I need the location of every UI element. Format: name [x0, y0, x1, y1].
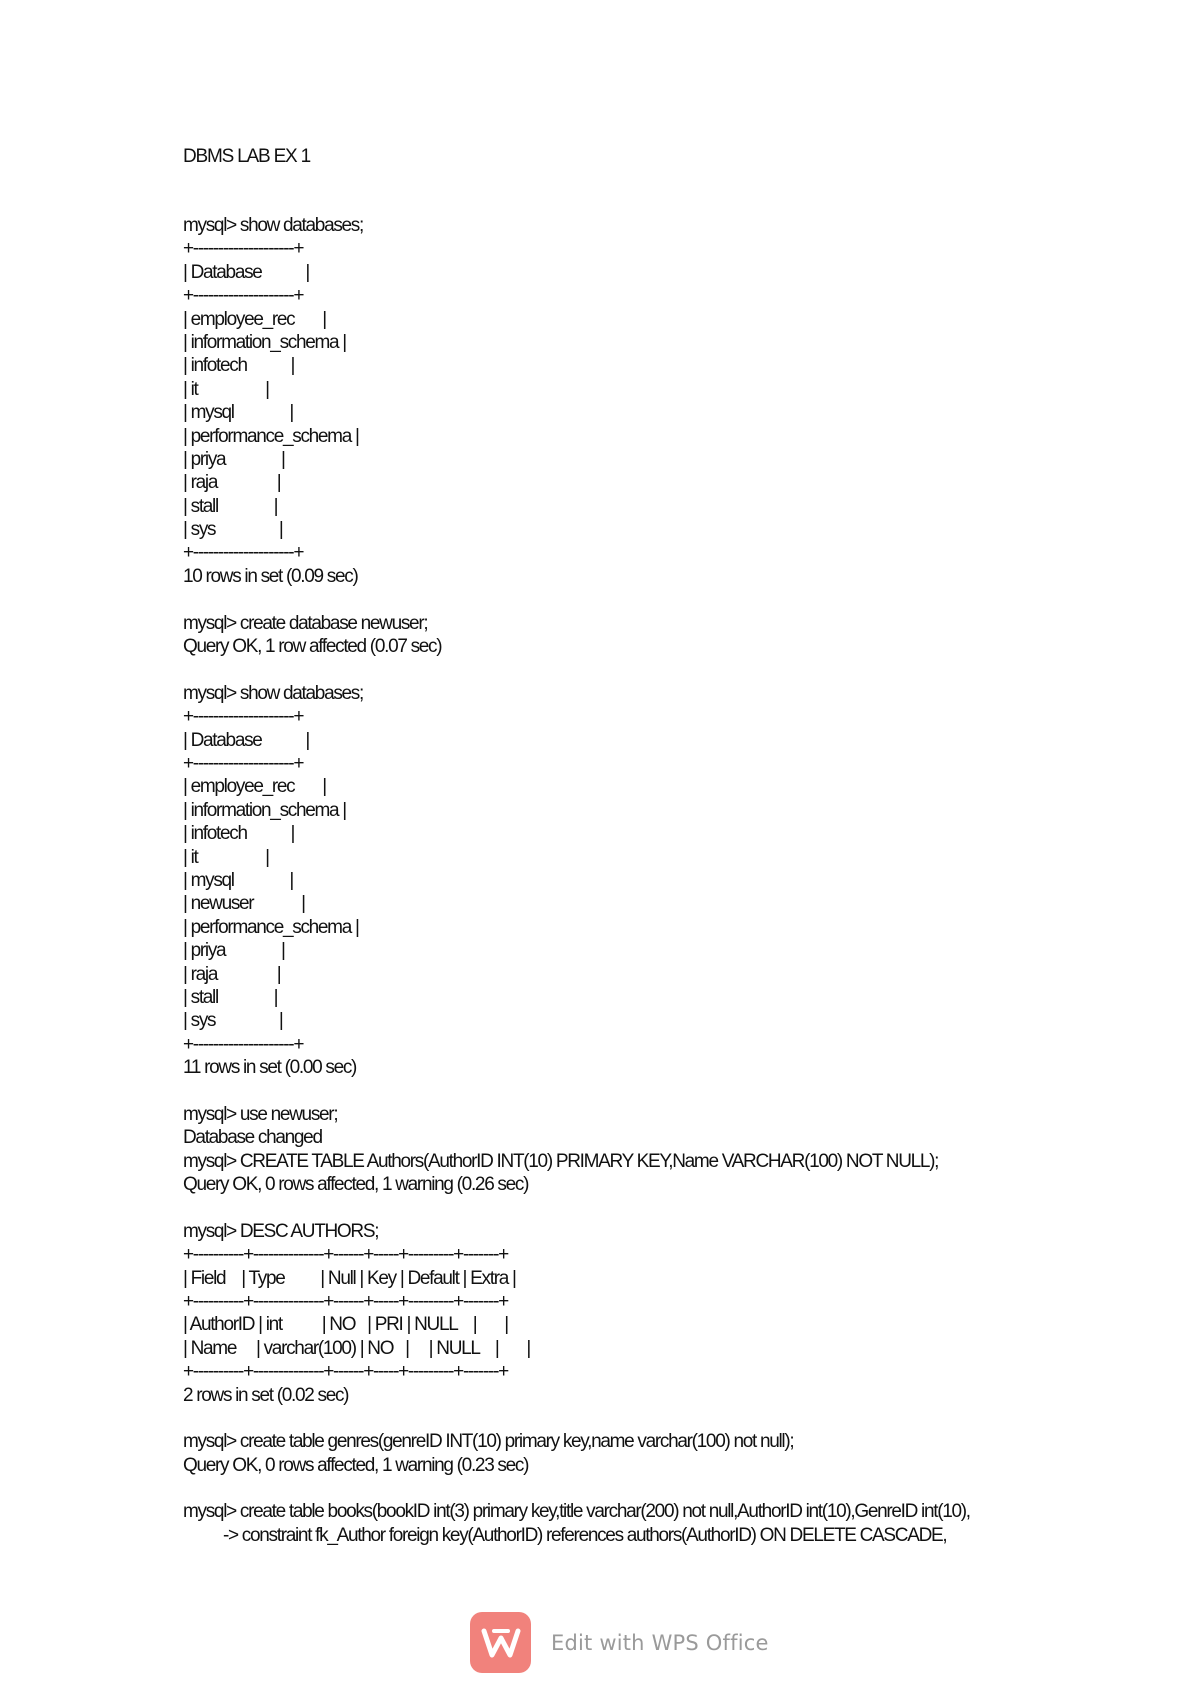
console-line: mysql> create database newuser;	[183, 612, 428, 634]
console-line: | it |	[183, 846, 269, 868]
console-line: | AuthorID | int | NO | PRI | NULL | |	[183, 1314, 508, 1336]
console-line: | Name | varchar(100) | NO | | NULL | |	[183, 1337, 530, 1359]
console-line: Query OK, 0 rows affected, 1 warning (0.26 sec)	[183, 1174, 529, 1196]
console-continuation-line: -> constraint fk_Author foreign key(AuthorID) references authors(AuthorID) ON DELETE CASCADE,	[223, 1524, 947, 1546]
console-line: 10 rows in set (0.09 sec)	[183, 565, 358, 587]
console-line: | stall |	[183, 986, 278, 1008]
console-line: | employee_rec |	[183, 776, 326, 798]
console-line: 2 rows in set (0.02 sec)	[183, 1384, 349, 1406]
section-gap	[183, 1407, 1163, 1430]
wps-office-badge[interactable]	[470, 1612, 769, 1673]
console-line: | mysql |	[183, 402, 294, 424]
console-line: mysql> DESC AUTHORS;	[183, 1220, 379, 1242]
wps-logo-icon	[470, 1612, 531, 1673]
console-line: +----------+--------------+------+-----+---------+-------+	[183, 1244, 508, 1266]
console-line: | information_schema |	[183, 799, 346, 821]
console-line: +--------------------+	[183, 542, 304, 564]
console-line: | performance_schema |	[183, 425, 359, 447]
console-line: +--------------------+	[183, 238, 304, 260]
console-line: | sys |	[183, 1010, 283, 1032]
console-line: | Field | Type | Null | Key | Default | Extra |	[183, 1267, 516, 1289]
console-line: | infotech |	[183, 823, 295, 845]
console-line: | employee_rec |	[183, 308, 326, 330]
section-gap	[183, 658, 1163, 681]
section-gap	[183, 1196, 1163, 1219]
console-line: | raja |	[183, 472, 281, 494]
console-line: | stall |	[183, 495, 278, 517]
section-gap	[183, 1079, 1163, 1102]
console-line: +----------+--------------+------+-----+---------+-------+	[183, 1290, 508, 1312]
console-line: mysql> CREATE TABLE Authors(AuthorID INT(10) PRIMARY KEY,Name VARCHAR(100) NOT NULL);	[183, 1150, 939, 1172]
console-line: | mysql |	[183, 869, 294, 891]
console-line: mysql> use newuser;	[183, 1103, 338, 1125]
console-line: | performance_schema |	[183, 916, 359, 938]
console-line: +--------------------+	[183, 752, 304, 774]
console-line: +--------------------+	[183, 706, 304, 728]
console-line: mysql> show databases;	[183, 682, 363, 704]
console-line: Database changed	[183, 1127, 322, 1149]
console-line: | raja |	[183, 963, 281, 985]
wps-edit-label: Edit with WPS Office	[551, 1630, 769, 1655]
console-line: mysql> show databases;	[183, 215, 363, 236]
console-line: +--------------------+	[183, 1033, 304, 1055]
console-line: mysql> create table books(bookID int(3) primary key,title varchar(200) not null,AuthorID int(10),GenreID int(10),	[183, 1501, 970, 1523]
console-line: | priya |	[183, 448, 285, 470]
console-line: +--------------------+	[183, 285, 304, 307]
wps-w-glyph	[481, 1626, 521, 1660]
console-line: | Database |	[183, 261, 309, 283]
section-gap	[183, 1477, 1163, 1500]
console-line: 11 rows in set (0.00 sec)	[183, 1057, 357, 1079]
console-line: | Database |	[183, 729, 309, 751]
console-line: | priya |	[183, 940, 285, 962]
console-line: | infotech |	[183, 355, 295, 377]
console-line: Query OK, 0 rows affected, 1 warning (0.23 sec)	[183, 1454, 529, 1476]
console-line: | newuser |	[183, 893, 305, 915]
console-line: | it |	[183, 378, 269, 400]
document-title: DBMS LAB EX 1	[183, 146, 310, 167]
console-line: | information_schema |	[183, 331, 346, 353]
console-line: mysql> create table genres(genreID INT(10) primary key,name varchar(100) not null);	[183, 1431, 794, 1453]
console-line: +----------+--------------+------+-----+---------+-------+	[183, 1361, 508, 1383]
document-body	[183, 214, 1163, 1547]
console-line: | sys |	[183, 519, 283, 541]
section-gap	[183, 588, 1163, 611]
console-line: Query OK, 1 row affected (0.07 sec)	[183, 636, 442, 658]
